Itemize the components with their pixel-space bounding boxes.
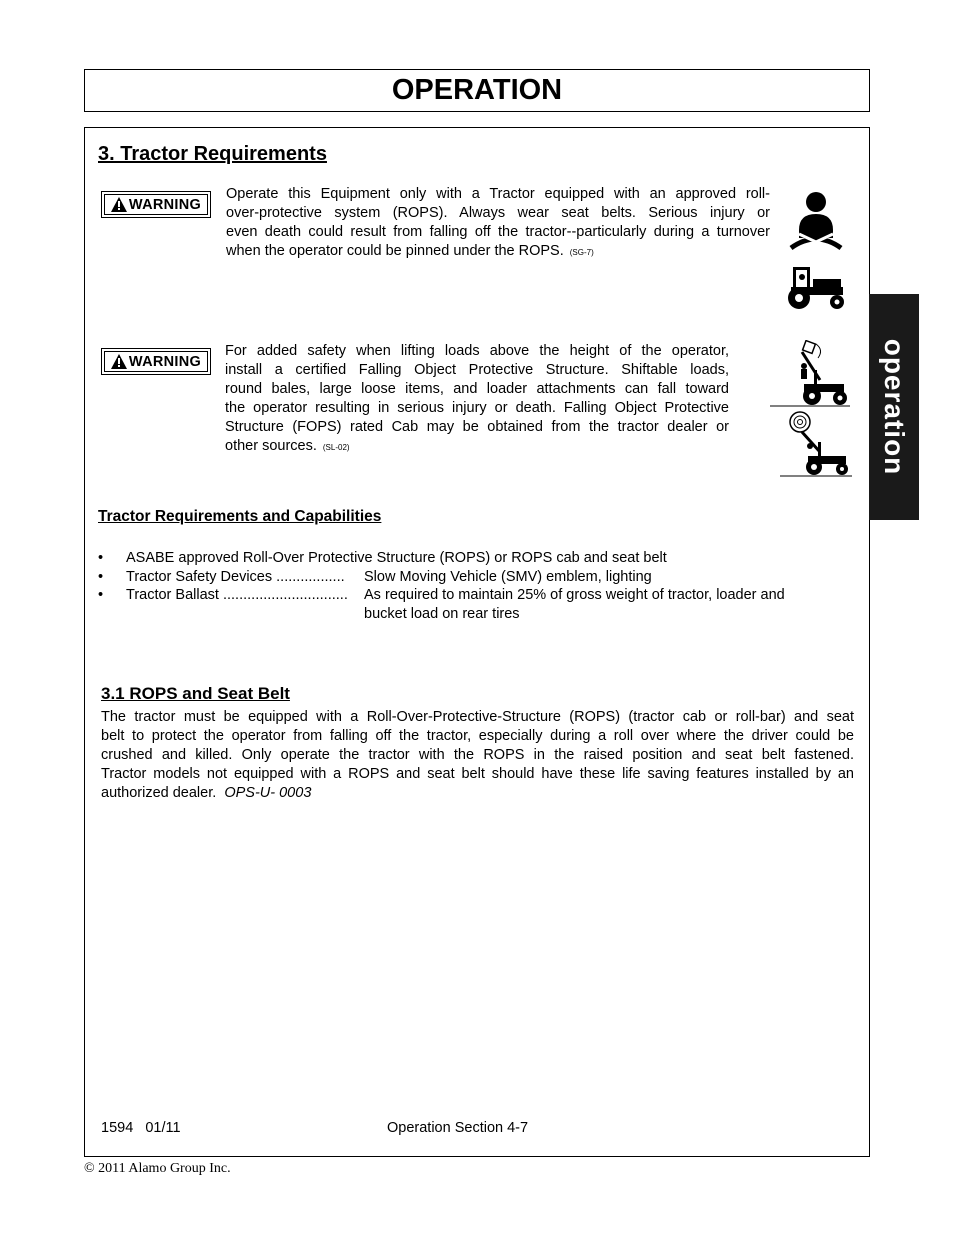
seat-belt-operator-icon — [785, 190, 847, 254]
warning-label-2 — [101, 348, 211, 375]
rops-line: belt to protect the operator from falling off the tractor, especially during a roll over where the driver could be — [101, 728, 854, 744]
warning-triangle-icon — [111, 354, 127, 369]
warning-1-line: even death could result from falling off the tractor--particularly during a turnover — [226, 224, 770, 240]
requirements-heading: Tractor Requirements and Capabilities — [98, 508, 382, 525]
warning-2-line: For added safety when lifting loads above the height of the operator, — [225, 343, 729, 359]
warning-text-1 — [226, 185, 770, 262]
warning-text-2 — [225, 342, 729, 457]
warning-2-line: install a certified Falling Object Protective Structure. Shiftable loads, — [225, 362, 729, 378]
requirement-label: Tractor Safety Devices ................. — [126, 569, 345, 585]
rops-line: authorized dealer. — [101, 785, 217, 801]
rops-line: Tractor models not equipped with a ROPS and seat belt should have these life saving features installed by an — [101, 766, 854, 782]
side-tab-label: operation — [879, 338, 910, 476]
warning-2-line: round bales, large loose items, and loader attachments can fall toward — [225, 381, 729, 397]
footer-doc-number: 1594 01/11 — [101, 1120, 181, 1136]
requirement-value-cont: bucket load on rear tires — [364, 606, 520, 622]
page-header-title: OPERATION — [391, 74, 563, 106]
warning-2-line: the operator resulting in serious injury or death. Falling Object Protective — [225, 400, 729, 416]
loader-falling-load-icon — [768, 340, 852, 408]
rops-heading: 3.1 ROPS and Seat Belt — [101, 684, 290, 703]
loader-falling-bale-icon — [780, 410, 852, 478]
requirement-text: ASABE approved Roll-Over Protective Structure (ROPS) or ROPS cab and seat belt — [126, 550, 667, 566]
bullet: • — [98, 569, 104, 585]
footer-section: Operation Section 4-7 — [387, 1120, 529, 1136]
section-title: 3. Tractor Requirements — [98, 143, 327, 165]
bullet: • — [98, 587, 104, 603]
content-frame — [84, 127, 870, 1157]
requirement-label: Tractor Ballast ............................... — [126, 587, 348, 603]
copyright: © 2011 Alamo Group Inc. — [84, 1161, 231, 1176]
warning-1-line: when the operator could be pinned under the ROPS. — [226, 243, 564, 259]
requirement-value: As required to maintain 25% of gross weight of tractor, loader and — [364, 587, 785, 603]
requirement-value: Slow Moving Vehicle (SMV) emblem, lighting — [364, 569, 652, 585]
rops-line: The tractor must be equipped with a Roll-Over-Protective-Structure (ROPS) (tractor cab or roll-bar) and seat — [101, 709, 854, 725]
warning-2-code: (SL-02) — [322, 443, 350, 452]
rops-code: OPS-U- 0003 — [224, 785, 312, 801]
rops-paragraph — [101, 708, 854, 803]
warning-2-line: other sources. — [225, 438, 317, 454]
tractor-rops-icon — [783, 265, 849, 311]
warning-1-code: (SG-7) — [569, 248, 594, 257]
warning-label-1 — [101, 191, 211, 218]
warning-triangle-icon — [111, 197, 127, 212]
warning-1-line: over-protective system (ROPS). Always wear seat belts. Serious injury or — [226, 205, 770, 221]
side-tab — [869, 294, 919, 520]
warning-1-line: Operate this Equipment only with a Tractor equipped with an approved roll- — [226, 186, 770, 202]
warning-2-line: Structure (FOPS) rated Cab may be obtained from the tractor dealer or — [225, 419, 729, 435]
bullet: • — [98, 550, 104, 566]
warning-label-text: WARNING — [128, 196, 202, 213]
rops-line: crushed and killed. Only operate the tractor with the ROPS in the raised position and seat belt fastened. — [101, 747, 854, 763]
warning-label-text: WARNING — [128, 353, 202, 370]
